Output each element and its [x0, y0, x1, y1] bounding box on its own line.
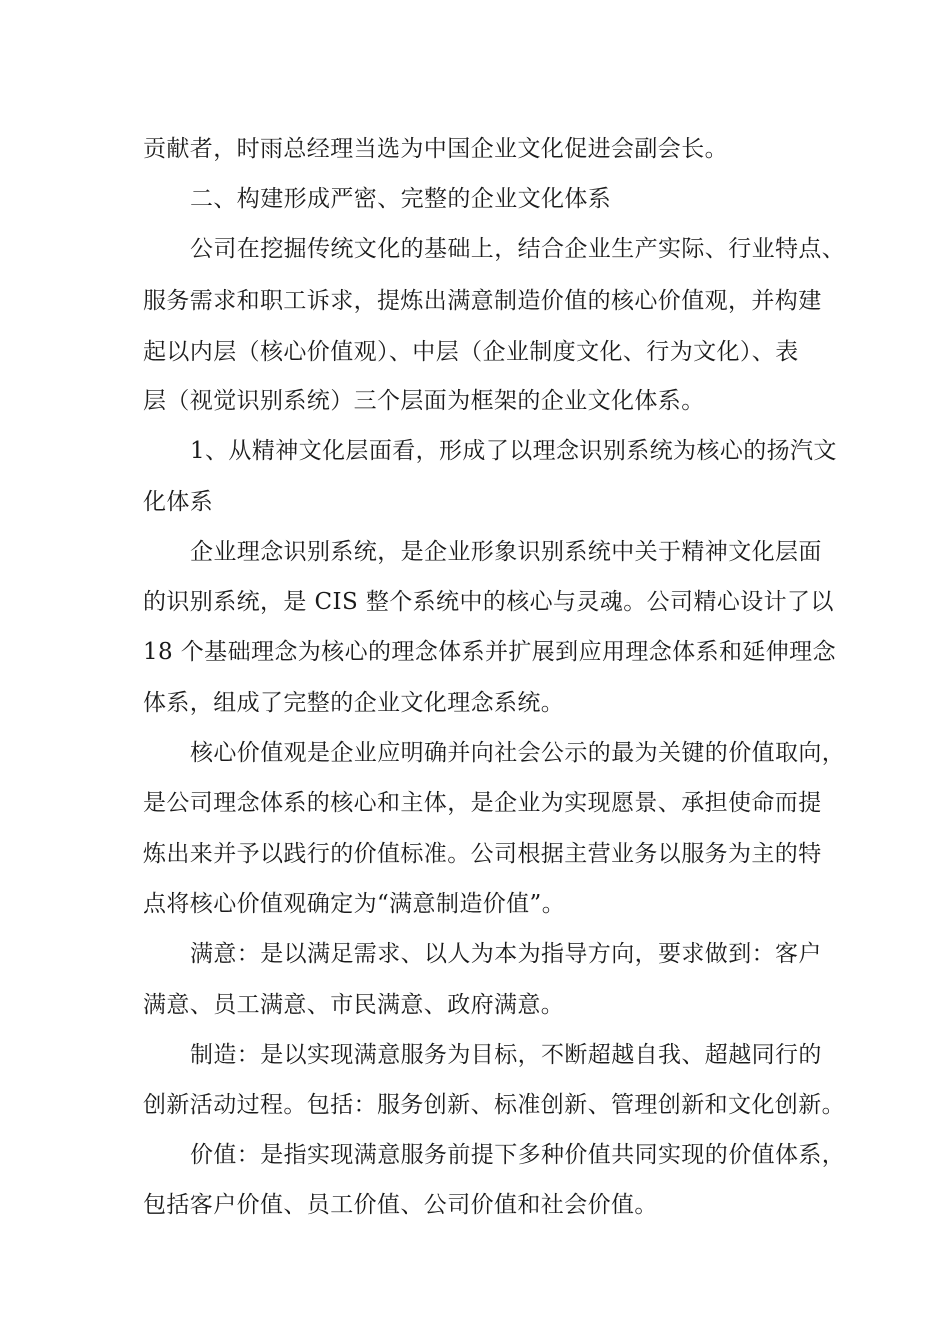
text-line: 的识别系统，是 CIS 整个系统中的核心与灵魂。公司精心设计了以 [143, 589, 834, 615]
text-line: 贡献者，时雨总经理当选为中国企业文化促进会副会长。 [143, 136, 728, 162]
subsection-heading: 1、从精神文化层面看，形成了以理念识别系统为核心的扬汽文 [190, 438, 837, 464]
text-line: 点将核心价值观确定为“满意制造价值”。 [143, 891, 566, 917]
text-line: 起以内层（核心价值观）、中层（企业制度文化、行为文化）、表 [143, 339, 799, 365]
text-line: 满意：是以满足需求、以人为本为指导方向，要求做到：客户 [190, 941, 822, 967]
subsection-heading-continued: 化体系 [143, 489, 214, 515]
text-line: 层（视觉识别系统）三个层面为框架的企业文化体系。 [143, 388, 705, 414]
text-line: 服务需求和职工诉求，提炼出满意制造价值的核心价值观，并构建 [143, 288, 822, 314]
text-line: 体系，组成了完整的企业文化理念系统。 [143, 690, 565, 716]
text-line: 公司在挖掘传统文化的基础上，结合企业生产实际、行业特点、 [190, 236, 846, 262]
text-line: 企业理念识别系统，是企业形象识别系统中关于精神文化层面 [190, 539, 822, 565]
text-line: 价值：是指实现满意服务前提下多种价值共同实现的价值体系， [190, 1142, 846, 1168]
text-line: 满意、员工满意、市民满意、政府满意。 [143, 992, 565, 1018]
text-line: 核心价值观是企业应明确并向社会公示的最为关键的价值取向， [190, 740, 846, 766]
text-line: 制造：是以实现满意服务为目标，不断超越自我、超越同行的 [190, 1042, 822, 1068]
text-line: 18 个基础理念为核心的理念体系并扩展到应用理念体系和延伸理念 [143, 639, 836, 665]
text-line: 是公司理念体系的核心和主体，是企业为实现愿景、承担使命而提 [143, 790, 822, 816]
text-line: 炼出来并予以践行的价值标准。公司根据主营业务以服务为主的特 [143, 841, 822, 867]
section-heading: 二、构建形成严密、完整的企业文化体系 [190, 186, 612, 212]
text-line: 创新活动过程。包括：服务创新、标准创新、管理创新和文化创新。 [143, 1092, 845, 1118]
text-line: 包括客户价值、员工价值、公司价值和社会价值。 [143, 1192, 658, 1218]
